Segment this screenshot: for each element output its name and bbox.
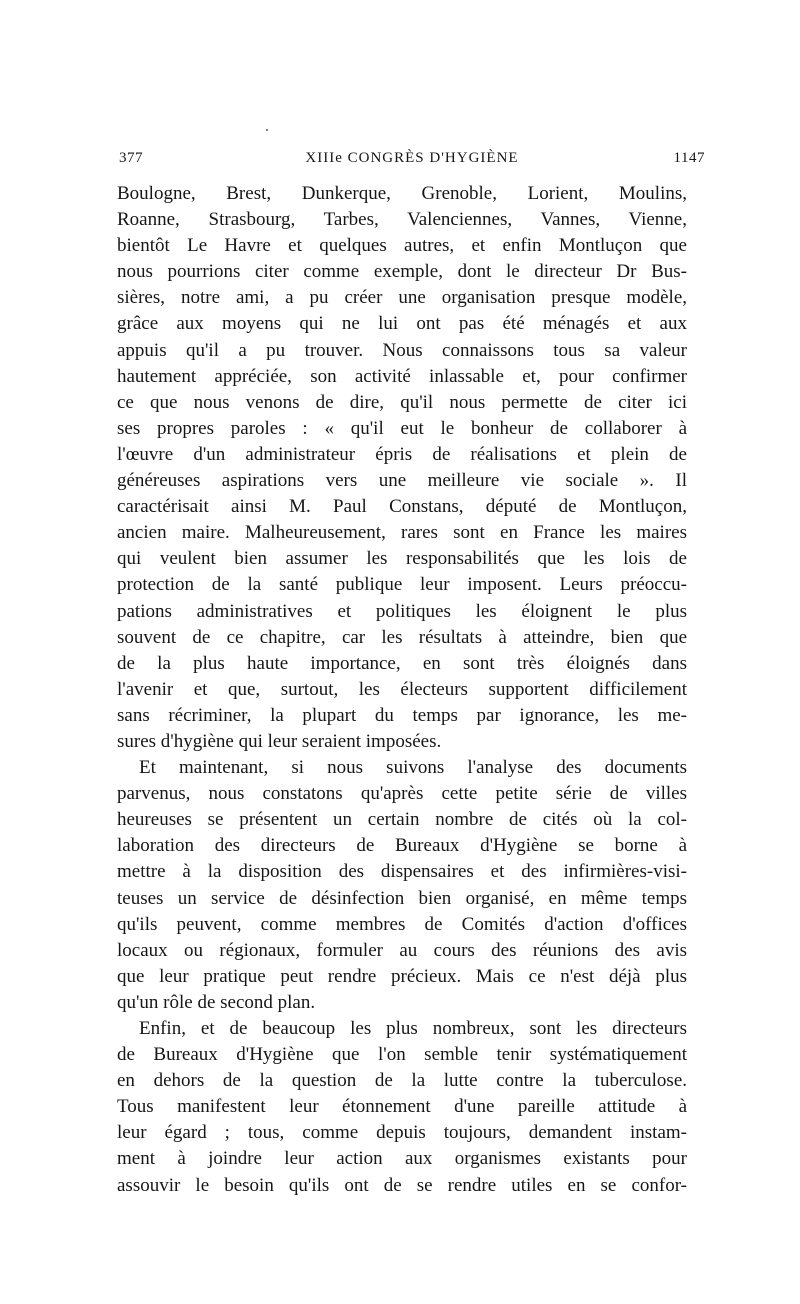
text-line: grâce aux moyens qui ne lui ont pas été ménagés et aux bbox=[117, 313, 687, 335]
paragraph-start-line: Enfin, et de beaucoup les plus nombreux, sont les directeurs bbox=[139, 1018, 687, 1039]
text-line: appuis qu'il a pu trouver. Nous connaissons tous sa valeur bbox=[117, 339, 687, 361]
text-line: qui veulent bien assumer les responsabilités que les lois de bbox=[117, 548, 687, 570]
running-header bbox=[119, 150, 705, 172]
running-title: XIIIe CONGRÈS D'HYGIÈNE bbox=[305, 150, 519, 166]
text-line: ses propres paroles : « qu'il eut le bonheur de collaborer à bbox=[117, 417, 687, 439]
text-line: de la plus haute importance, en sont très éloignés dans bbox=[117, 652, 687, 674]
text-line: Boulogne, Brest, Dunkerque, Grenoble, Lorient, Moulins, bbox=[117, 183, 687, 204]
text-line: en dehors de la question de la lutte contre la tuberculose. bbox=[117, 1070, 687, 1092]
text-line: sières, notre ami, a pu créer une organisation presque modèle, bbox=[117, 287, 687, 309]
body-text bbox=[117, 181, 687, 1199]
text-line: mettre à la disposition des dispensaires et des infirmières-visi- bbox=[117, 861, 687, 883]
text-line: souvent de ce chapitre, car les résultats à atteindre, bien que bbox=[117, 626, 687, 648]
text-line: Roanne, Strasbourg, Tarbes, Valenciennes, Vannes, Vienne, bbox=[117, 209, 687, 231]
text-line: nous pourrions citer comme exemple, dont le directeur Dr Bus- bbox=[117, 261, 687, 283]
text-line: bientôt Le Havre et quelques autres, et enfin Montluçon que bbox=[117, 235, 687, 257]
text-line: ce que nous venons de dire, qu'il nous permette de citer ici bbox=[117, 391, 687, 413]
page-number-right: 1147 bbox=[673, 150, 705, 166]
text-line: ment à joindre leur action aux organismes existants pour bbox=[117, 1148, 687, 1170]
text-line: teuses un service de désinfection bien organisé, en même temps bbox=[117, 887, 687, 909]
text-line: de Bureaux d'Hygiène que l'on semble tenir systématiquement bbox=[117, 1044, 687, 1066]
text-line: caractérisait ainsi M. Paul Constans, député de Montluçon, bbox=[117, 496, 687, 518]
text-line: pations administratives et politiques les éloignent le plus bbox=[117, 600, 687, 622]
paragraph-end-line: qu'un rôle de second plan. bbox=[117, 991, 316, 1013]
text-line: l'avenir et que, surtout, les électeurs supportent difficilement bbox=[117, 678, 687, 700]
text-line: parvenus, nous constatons qu'après cette petite série de villes bbox=[117, 783, 687, 805]
text-line: Tous manifestent leur étonnement d'une pareille attitude à bbox=[117, 1096, 687, 1118]
text-line: qu'ils peuvent, comme membres de Comités d'action d'offices bbox=[117, 913, 687, 935]
text-line: généreuses aspirations vers une meilleure vie sociale ». Il bbox=[117, 470, 687, 492]
text-line: hautement appréciée, son activité inlassable et, pour confirmer bbox=[117, 365, 687, 387]
text-line: ancien maire. Malheureusement, rares sont en France les maires bbox=[117, 522, 687, 544]
text-line: leur égard ; tous, comme depuis toujours, demandent instam- bbox=[117, 1122, 687, 1144]
text-line: heureuses se présentent un certain nombre de cités où la col- bbox=[117, 809, 687, 831]
text-line: sans récriminer, la plupart du temps par ignorance, les me- bbox=[117, 704, 687, 726]
print-speck bbox=[266, 129, 268, 131]
text-line: assouvir le besoin qu'ils ont de se rendre utiles en se confor- bbox=[117, 1174, 687, 1196]
paragraph-start-line: Et maintenant, si nous suivons l'analyse des documents bbox=[139, 757, 687, 779]
text-line: locaux ou régionaux, formuler au cours des réunions des avis bbox=[117, 939, 687, 961]
text-line: que leur pratique peut rendre précieux. Mais ce n'est déjà plus bbox=[117, 965, 687, 987]
text-line: l'œuvre d'un administrateur épris de réalisations et plein de bbox=[117, 443, 687, 465]
text-line: protection de la santé publique leur imposent. Leurs préoccu- bbox=[117, 574, 687, 596]
text-line: laboration des directeurs de Bureaux d'Hygiène se borne à bbox=[117, 835, 687, 857]
page-number-left: 377 bbox=[119, 150, 143, 166]
paragraph-end-line: sures d'hygiène qui leur seraient imposées. bbox=[117, 730, 442, 752]
